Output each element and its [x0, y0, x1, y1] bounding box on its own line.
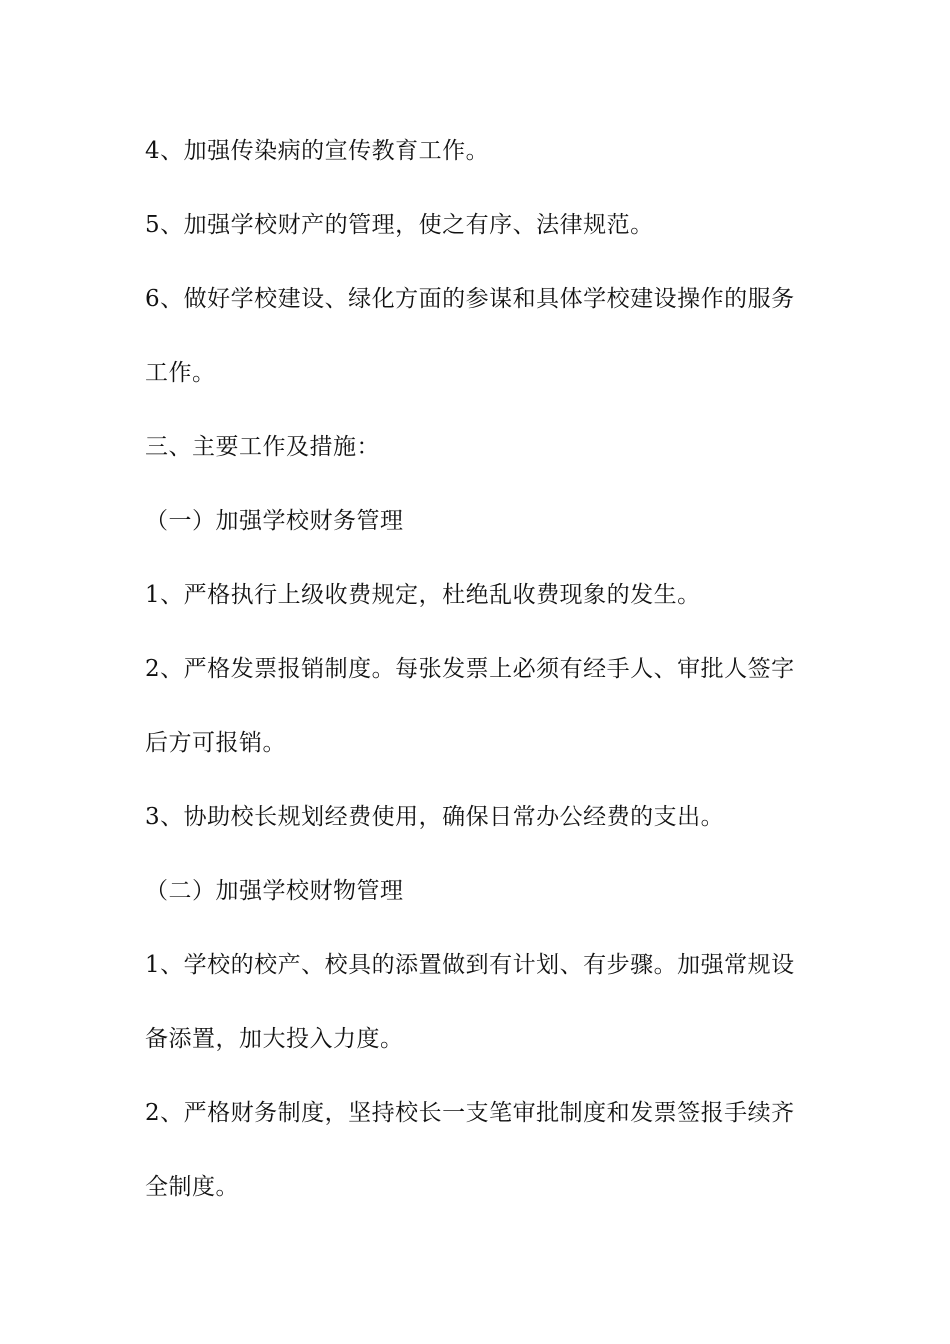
paragraph-line: 5、加强学校财产的管理，使之有序、法律规范。 [145, 212, 654, 238]
paragraph-line: 4、加强传染病的宣传教育工作。 [145, 138, 490, 164]
paragraph-line: 全制度。 [145, 1174, 239, 1200]
paragraph-line: 工作。 [145, 360, 216, 386]
subsection-heading: （二）加强学校财物管理 [145, 878, 404, 904]
section-heading: 三、主要工作及措施： [145, 434, 380, 460]
paragraph-line: 备添置，加大投入力度。 [145, 1026, 404, 1052]
paragraph-line: 1、严格执行上级收费规定，杜绝乱收费现象的发生。 [145, 582, 701, 608]
document-body [145, 127, 825, 1237]
subsection-heading: （一）加强学校财务管理 [145, 508, 404, 534]
paragraph-line: 2、严格财务制度，坚持校长一支笔审批制度和发票签报手续齐 [145, 1100, 795, 1126]
paragraph-line: 1、学校的校产、校具的添置做到有计划、有步骤。加强常规设 [145, 952, 795, 978]
paragraph-line: 6、做好学校建设、绿化方面的参谋和具体学校建设操作的服务 [145, 286, 795, 312]
paragraph-line: 3、协助校长规划经费使用，确保日常办公经费的支出。 [145, 804, 725, 830]
paragraph-line: 2、严格发票报销制度。每张发票上必须有经手人、审批人签字 [145, 656, 795, 682]
paragraph-line: 后方可报销。 [145, 730, 286, 756]
